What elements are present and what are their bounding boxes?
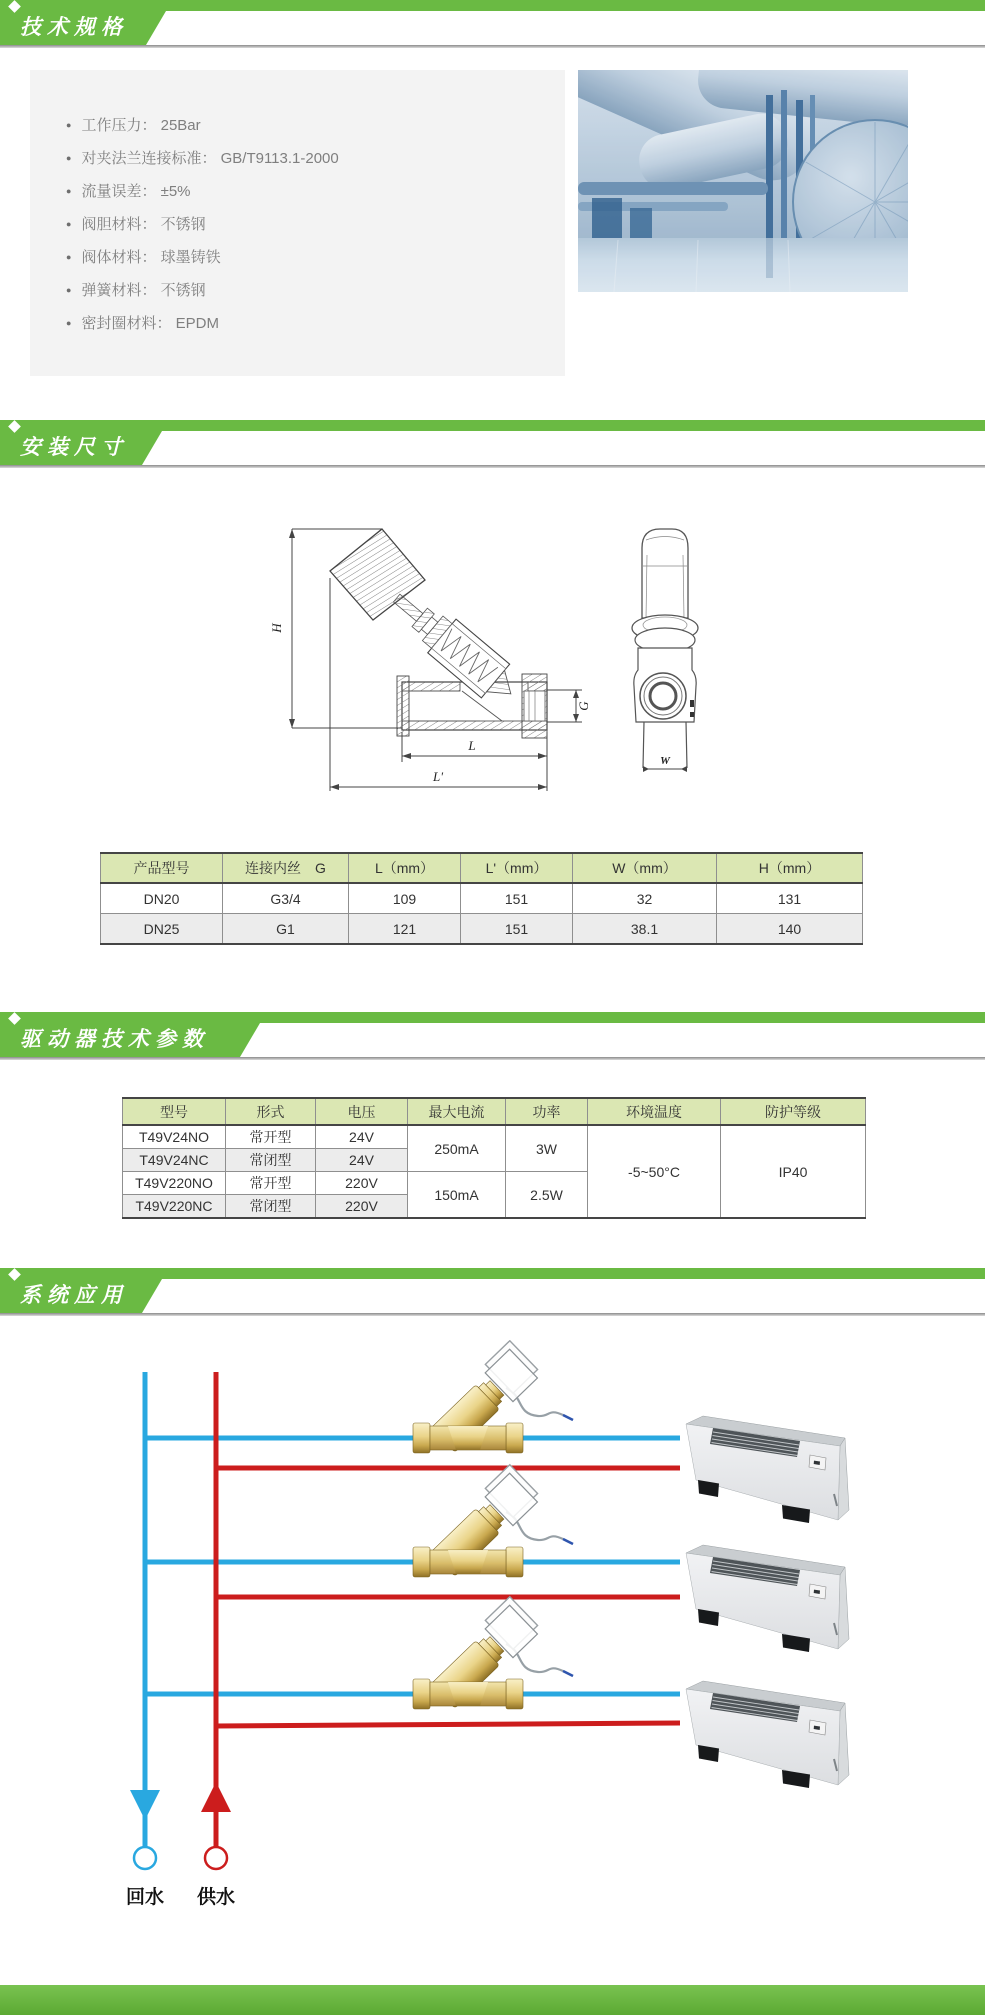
table-row: T49V220NO 常开型 220V 150mA 2.5W xyxy=(123,1172,866,1195)
valve-section-drawing xyxy=(150,500,600,830)
col-header: 电压 xyxy=(316,1098,408,1125)
col-header: 环境温度 xyxy=(588,1098,721,1125)
section-banner-system-app xyxy=(0,1268,985,1313)
bullet-icon: ● xyxy=(66,185,72,196)
spec-item: ● 对夹法兰连接标准： GB/T9113.1-2000 xyxy=(66,150,339,167)
col-header: H（mm） xyxy=(717,853,863,883)
bullet-icon: ● xyxy=(66,251,72,262)
section-title: 技术规格 xyxy=(20,16,128,39)
col-header: 型号 xyxy=(123,1098,226,1125)
return-flow-arrow-icon xyxy=(130,1790,160,1820)
bullet-icon: ● xyxy=(66,317,72,328)
col-header: 连接内丝 G xyxy=(223,853,349,883)
spec-item: ● 弹簧材料： 不锈钢 xyxy=(66,282,206,299)
col-header: 防护等级 xyxy=(721,1098,866,1125)
table-row: T49V24NO 常开型 24V 250mA 3W -5~50°C IP40 xyxy=(123,1125,866,1149)
return-pipes xyxy=(145,1372,680,1846)
spec-list xyxy=(30,70,565,339)
bullet-icon: ● xyxy=(66,119,72,130)
banner-white-wedge xyxy=(142,431,985,465)
col-header: 最大电流 xyxy=(408,1098,506,1125)
section-banner-actuator-params xyxy=(0,1012,985,1057)
bullet-icon: ● xyxy=(66,152,72,163)
spec-item: ● 工作压力： 25Bar xyxy=(66,117,201,134)
col-header: L'（mm） xyxy=(461,853,573,883)
col-header: 形式 xyxy=(226,1098,316,1125)
table-header-row xyxy=(101,853,863,883)
col-header: 产品型号 xyxy=(101,853,223,883)
fan-coil-unit-2 xyxy=(686,1545,849,1652)
col-header: W（mm） xyxy=(573,853,717,883)
svg-text:W: W xyxy=(660,755,670,767)
table-row: T49V24NC 常闭型 24V xyxy=(123,1149,866,1172)
section-title: 驱动器技术参数 xyxy=(20,1028,209,1051)
svg-text:G: G xyxy=(576,701,591,711)
col-header: 功率 xyxy=(506,1098,588,1125)
banner-shadow xyxy=(0,1313,985,1316)
banner-white-wedge xyxy=(146,11,985,45)
spec-item: ● 流量误差： ±5% xyxy=(66,183,191,200)
banner-white-wedge xyxy=(240,1023,985,1057)
banner-shadow xyxy=(0,1057,985,1060)
return-label: 回水 xyxy=(125,1887,165,1908)
valve-front-view-drawing xyxy=(600,500,800,790)
svg-text:L': L' xyxy=(432,769,444,784)
col-header: L（mm） xyxy=(349,853,461,883)
fan-coil-unit-3 xyxy=(686,1681,849,1788)
section-title: 系统应用 xyxy=(20,1284,128,1307)
supply-port-icon xyxy=(205,1847,227,1869)
banner-shadow xyxy=(0,45,985,48)
table-row: DN20 G3/4 109 151 32 131 xyxy=(101,883,863,914)
system-application-diagram xyxy=(60,1340,985,1965)
table-header-row xyxy=(123,1098,866,1125)
svg-text:H: H xyxy=(269,623,284,633)
table-row: DN25 G1 121 151 38.1 140 xyxy=(101,914,863,945)
industrial-plant-photo xyxy=(578,70,908,292)
banner-shadow xyxy=(0,465,985,468)
spec-item: ● 阀体材料： 球墨铸铁 xyxy=(66,249,221,266)
banner-white-wedge xyxy=(142,1279,985,1313)
spec-item: ● 阀胆材料： 不锈钢 xyxy=(66,216,206,233)
actuator-table xyxy=(122,1097,866,1219)
return-port-icon xyxy=(134,1847,156,1869)
section-banner-install-dims xyxy=(0,420,985,465)
bullet-icon: ● xyxy=(66,218,72,229)
svg-text:L: L xyxy=(468,738,476,753)
section-title: 安装尺寸 xyxy=(20,436,128,459)
footer-bar xyxy=(0,1985,985,2015)
tech-spec-box xyxy=(30,70,565,376)
supply-flow-arrow-icon xyxy=(201,1782,231,1812)
spec-item: ● 密封圈材料： EPDM xyxy=(66,315,219,332)
section-banner-tech-specs xyxy=(0,0,985,45)
dimensions-table xyxy=(100,852,863,945)
bullet-icon: ● xyxy=(66,284,72,295)
supply-label: 供水 xyxy=(196,1887,236,1908)
fan-coil-unit-1 xyxy=(686,1416,849,1523)
table-row: T49V220NC 常闭型 220V xyxy=(123,1195,866,1219)
